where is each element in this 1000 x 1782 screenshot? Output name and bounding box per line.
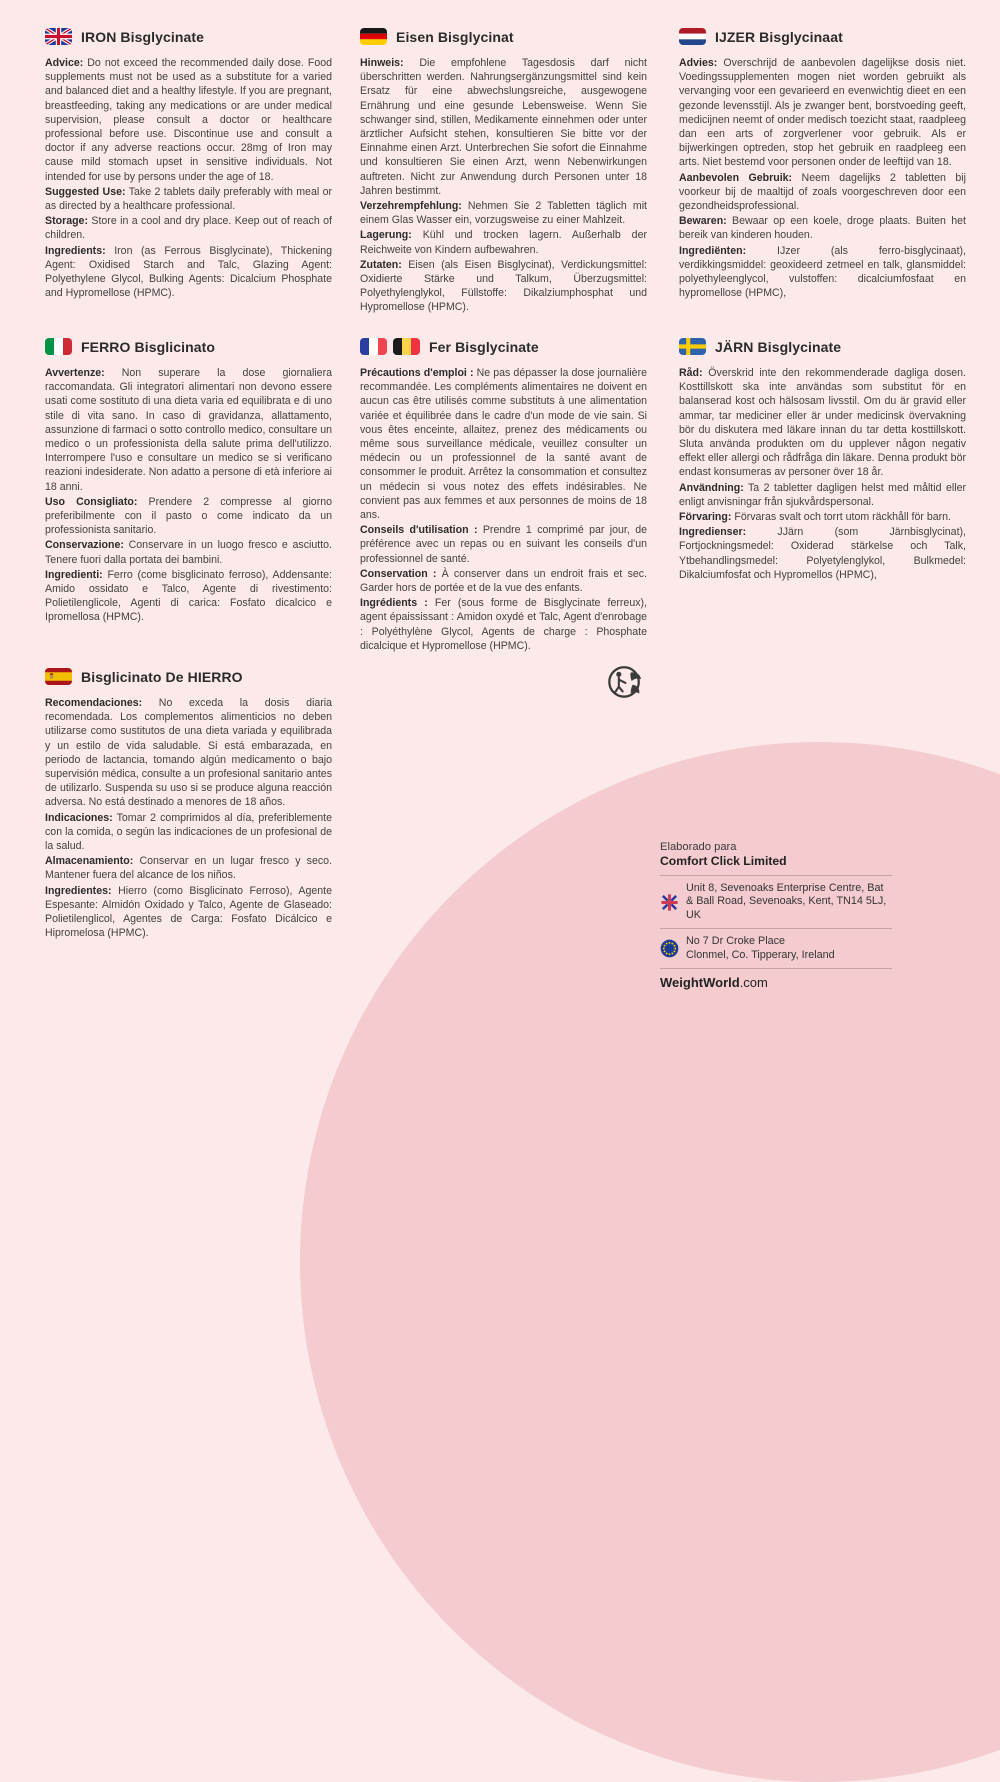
ingredients-paragraph: Ingredienser: JJärn (som Järnbisglycinat), Fortjockningsmedel: Oxiderad stärkelse och Talk, Ytbehandlingsmedel: Polyetylenglykol, Bulkmedel: Dikalciumfosfat och Hypromellos (HPMC), <box>679 526 966 581</box>
ingredients-paragraph: Ingredientes: Hierro (como Bisglicinato Ferroso), Agente Espesante: Almidón Oxidado y Talco, Agente de Glaseado: Polietilenglicol, Agentes de Carga: Fosfato Dicálcico e Hipromelosa (HPMC). <box>45 884 332 940</box>
advice-paragraph: Advies: Overschrijd de aanbevolen dagelijkse dosis niet. Voedingssupplementen mogen niet worden gebruikt als vervanging voor een gevarieerd en evenwichtig dieet en een gezonde levensstijl. Als je zwanger bent, borstvoeding geeft, medicijnen neemt of onder medisch toezicht staat, raadpleeg dan een arts of zorgverlener voor gebruik. Als er bijwerkingen optreden, stop het gebruik en raadpleeg een arts. Niet bestemd voor personen onder de leeftijd van 18. <box>679 57 966 169</box>
advice-paragraph: Recomendaciones: No exceda la dosis diaria recomendada. Los complementos alimenticios no deben utilizarse como sustitutos de una dieta variada y equilibrada y un estilo de vida saludable. Si está embarazada, en periodo de lactancia, tomando algún medicamento o bajo supervisión médica, consulte a un profesional sanitario antes de utilizarlo. Suspenda su uso si se produce alguna reacción adversa. No está destinado a menores de 18 años. <box>45 697 332 809</box>
ireland-address <box>686 935 835 962</box>
section-title: IRON Bisglycinate <box>81 28 205 45</box>
suggested-use-paragraph: Uso Consigliato: Prendere 2 compresse al giorno preferibilmente con il pasto o come indicato da un professionista sanitario. <box>45 495 332 537</box>
uk-flag-icon <box>660 893 679 912</box>
storage-paragraph: Storage: Store in a cool and dry place. Keep out of reach of children. <box>45 215 332 242</box>
section-italian <box>45 338 332 626</box>
eu-flag-icon <box>660 939 679 958</box>
ireland-address-row <box>660 935 892 962</box>
france-belgium-flags <box>360 338 420 355</box>
divider <box>660 875 892 876</box>
ingredients-paragraph: Ingrediënten: IJzer (als ferro-bisglycinaat), verdikkingsmiddel: geoxideerd zetmeel en talk, glansmiddel: polyethyleenglycol, vulstoffen: dicalciumfosfaat en hypromellose (HPMC), <box>679 244 966 300</box>
section-dutch <box>679 28 966 301</box>
section-header <box>360 28 647 45</box>
suggested-use-paragraph: Suggested Use: Take 2 tablets daily preferably with meal or as directed by a healthcare professional. <box>45 185 332 213</box>
section-header <box>45 28 332 45</box>
suggested-use-paragraph: Verzehrempfehlung: Nehmen Sie 2 Tabletten täglich mit einem Glas Wasser ein, vorzugsweise zu einer Mahlzeit. <box>360 200 647 227</box>
section-title: Eisen Bisglycinat <box>396 28 514 45</box>
manufacturer-block <box>660 840 892 990</box>
advice-paragraph: Hinweis: Die empfohlene Tagesdosis darf nicht überschritten werden. Nahrungsergänzungsmittel sind kein Ersatz für eine abwechslungsreiche, ausgewogene Ernährung und eine gesunde Lebensweise. Wenn Sie schwanger sind, stillen, Medikamente einnehmen oder unter ärztlicher Aufsicht stehen, konsultieren Sie bitte vor der Einnahme einen Arzt. Unterbrechen Sie sofort die Einnahme und konsultieren Sie einen Arzt, wenn Nebenwirkungen auftreten. Nicht zur Anwendung durch Personen unter 18 Jahren bestimmt. <box>360 57 647 197</box>
netherlands-flag-icon <box>679 28 706 45</box>
triman-recycling-icon <box>606 662 644 700</box>
spain-flag-icon <box>45 668 72 685</box>
section-title: JÄRN Bisglycinate <box>715 338 842 355</box>
section-german <box>360 28 647 316</box>
advice-paragraph: Advice: Do not exceed the recommended daily dose. Food supplements must not be used as a substitute for a varied and balanced diet and a healthy lifestyle. If you are pregnant, breastfeeding, taking any medications or are under medical supervision, please consult a doctor or healthcare professional before use. Discontinue use and consult a doctor if any adverse reactions occur. 28mg of Iron may cause mild stomach upset in sensitive individuals. Not intended for use by persons under the age of 18. <box>45 57 332 183</box>
section-french <box>360 338 647 654</box>
ingredients-paragraph: Ingredients: Iron (as Ferrous Bisglycinate), Thickening Agent: Oxidised Starch and Talc, Glazing Agent: Polyethylene Glycol, Bulking Agents: Dicalcium Phosphate and Hypromellose (HPMC). <box>45 244 332 300</box>
section-title: FERRO Bisglicinato <box>81 338 216 355</box>
ireland-address-line1: No 7 Dr Croke Place <box>686 935 786 948</box>
storage-paragraph: Conservation : À conserver dans un endroit frais et sec. Garder hors de portée et de la vue des enfants. <box>360 567 647 595</box>
storage-paragraph: Conservazione: Conservare in un luogo fresco e asciutto. Tenere fuori dalla portata dei bambini. <box>45 539 332 566</box>
section-spanish <box>45 668 332 941</box>
advice-paragraph: Råd: Överskrid inte den rekommenderade dagliga dosen. Kosttillskott ska inte användas som substitut för en balanserad kost och hälsosam livsstil. Om du är gravid eller ammar, tar mediciner eller är under medicinsk övervakning bör du diskutera med läkare innan du tar detta kosttillskott. Sluta använda produkten om du upplever någon negativ effekt eller allergi och rådfråga din läkare. Denna produkt bör endast konsumeras av personer över 18 år. <box>679 367 966 479</box>
divider <box>660 928 892 929</box>
section-swedish <box>679 338 966 583</box>
section-header <box>679 338 966 355</box>
ingredients-paragraph: Zutaten: Eisen (als Eisen Bisglycinat), Verdickungsmittel: Oxidierte Stärke und Talkum, Überzugsmittel: Polyethylenglykol, Füllstoffe: Dikalziumphosphat und Hypromellose (HPMC). <box>360 258 647 314</box>
uk-address-row <box>660 882 892 922</box>
advice-paragraph: Avvertenze: Non superare la dose giornaliera raccomandata. Gli integratori alimentari non devono essere usati come sostituto di una dieta varia ed equilibrata e di uno stile di vita sano. In caso di gravidanza, allattamento, assunzione di farmaci o sotto controllo medico, consultare un medico o un professionista della salute prima dell'utilizzo. Interrompere l'uso e consultare un medico se si verificano reazioni indesiderate. Non adatto a persone di età inferiore ai 18 anni. <box>45 367 332 493</box>
section-title: IJZER Bisglycinaat <box>715 28 843 45</box>
suggested-use-paragraph: Användning: Ta 2 tabletter dagligen helst med måltid eller enligt anvisningar från sjukvårdspersonal. <box>679 481 966 508</box>
sweden-flag-icon <box>679 338 706 355</box>
suggested-use-paragraph: Conseils d'utilisation : Prendre 1 comprimé par jour, de préférence avec un repas ou en suivant les conseils d'un professionnel de santé. <box>360 524 647 565</box>
section-header <box>45 338 332 355</box>
section-header <box>360 338 647 355</box>
storage-paragraph: Bewaren: Bewaar op een koele, droge plaats. Buiten het bereik van kinderen houden. <box>679 215 966 242</box>
advice-paragraph: Précautions d'emploi : Ne pas dépasser la dose journalière recommandée. Les compléments alimentaires ne doivent en aucun cas être utilisés comme substituts à une alimentation variée et équilibrée dans le cadre d'un mode de vie sain. Si vous êtes enceinte, allaitez, prenez des médicaments ou même sous surveillance médicale, veuillez consulter un médecin ou un professionnel de la santé avant de consommer le produit. Arrêtez la consommation et consultez un médecin si vous notez des effets indésirables. Ne convient pas aux femmes et aux personnes de moins de 18 ans. <box>360 367 647 522</box>
background-circle <box>300 742 1000 1782</box>
section-header <box>679 28 966 45</box>
storage-paragraph: Lagerung: Kühl und trocken lagern. Außerhalb der Reichweite von Kindern aufbewahren. <box>360 229 647 256</box>
ingredients-paragraph: Ingredienti: Ferro (come bisglicinato ferroso), Addensante: Amido ossidato e Talco, Agente di rivestimento: Polietilenglicole, Agenti di carica: Fosfato dicalcico e Ipromellosa (HPMC). <box>45 568 332 624</box>
uk-flag-icon <box>45 28 72 45</box>
storage-paragraph: Almacenamiento: Conservar en un lugar fresco y seco. Mantener fuera del alcance de los niños. <box>45 855 332 882</box>
company-name: Comfort Click Limited <box>660 854 787 868</box>
storage-paragraph: Förvaring: Förvaras svalt och torrt utom räckhåll för barn. <box>679 511 952 524</box>
suggested-use-paragraph: Indicaciones: Tomar 2 comprimidos al día, preferiblemente con la comida, o según las indicaciones de un profesional de la salud. <box>45 811 332 853</box>
section-title: Bisglicinato De HIERRO <box>81 668 243 685</box>
website: WeightWorld.com <box>660 975 768 991</box>
ingredients-paragraph: Ingrédients : Fer (sous forme de Bisglycinate ferreux), agent épaississant : Amidon oxydé et Talc, Agent d'enrobage : Polyéthylène Glycol, Agents de charge : Phosphate dicalcique et Hypromellose (HPMC). <box>360 597 647 652</box>
ireland-address-line2: Clonmel, Co. Tipperary, Ireland <box>686 948 835 961</box>
section-english <box>45 28 332 301</box>
italy-flag-icon <box>45 338 72 355</box>
divider <box>660 968 892 969</box>
section-header <box>45 668 332 685</box>
made-for-label: Elaborado para <box>660 841 737 853</box>
germany-flag-icon <box>360 28 387 45</box>
section-title: Fer Bisglycinate <box>429 338 539 355</box>
uk-address: Unit 8, Sevenoaks Enterprise Centre, Bat & Ball Road, Sevenoaks, Kent, TN14 5LJ, UK <box>686 882 887 921</box>
belgium-flag-icon <box>393 338 420 355</box>
france-flag-icon <box>360 338 387 355</box>
suggested-use-paragraph: Aanbevolen Gebruik: Neem dagelijks 2 tabletten bij voorkeur bij de maaltijd of zoals voorgeschreven door een gezondheidsprofessional. <box>679 171 966 213</box>
